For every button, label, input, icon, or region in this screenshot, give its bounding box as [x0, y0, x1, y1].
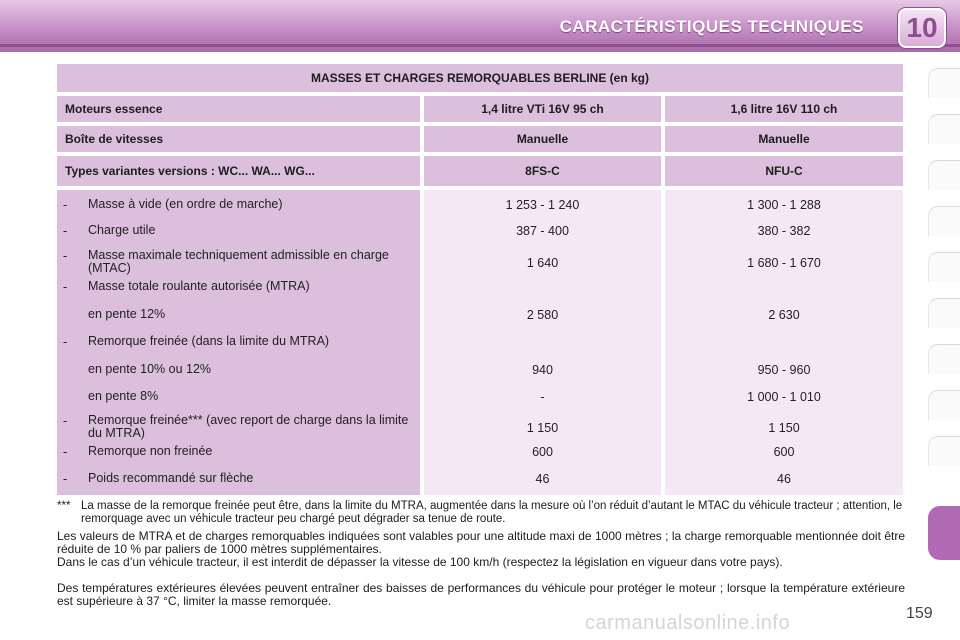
watermark: carmanualsonline.info [585, 612, 791, 634]
row-label-text: Masse totale roulante autorisée (MTRA) [88, 279, 310, 293]
row-label [57, 361, 420, 388]
row-value: 1 000 - 1 010 [747, 390, 821, 404]
gearbox-2: Manuelle [665, 126, 903, 152]
row-label [57, 278, 420, 306]
chapter-tab[interactable] [928, 206, 960, 236]
engine-label: Moteurs essence [57, 96, 420, 122]
row-label-text: en pente 10% ou 12% [88, 362, 212, 376]
row-label [57, 196, 420, 222]
masses-table [57, 64, 903, 495]
row-label [57, 388, 420, 413]
chapter-tab[interactable] [928, 390, 960, 420]
row-label-text: Masse maximale techniquement admissible en charge (MTAC) [88, 248, 389, 275]
row-label-text: Remorque freinée*** (avec report de charge dans la limite du MTRA) [88, 413, 409, 440]
row-label-text: Remorque non freinée [88, 444, 213, 458]
type-2: NFU-C [665, 156, 903, 186]
row-value: 46 [535, 472, 550, 486]
type-1: 8FS-C [424, 156, 661, 186]
row-bullet: - [63, 280, 68, 294]
row-label-text: Poids recommandé sur flèche [88, 471, 254, 485]
engine-1: 1,4 litre VTi 16V 95 ch [424, 96, 661, 122]
page-title: CARACTÉRISTIQUES TECHNIQUES [559, 17, 864, 36]
row-value: 1 300 - 1 288 [747, 198, 821, 212]
row-label-text: en pente 12% [88, 307, 166, 321]
page-number: 159 [906, 605, 933, 622]
row-value: 600 [773, 445, 795, 459]
row-label [57, 306, 420, 333]
row-value [424, 333, 661, 361]
row-bullet: - [63, 335, 68, 349]
types-label: Types variantes versions : WC... WA... WG... [57, 156, 420, 186]
row-value [665, 333, 903, 361]
engine-2: 1,6 litre 16V 110 ch [665, 96, 903, 122]
row-value: 1 150 [768, 421, 800, 435]
row-value: 46 [777, 472, 791, 486]
row-value [424, 278, 661, 306]
row-label [57, 443, 420, 470]
label-column [57, 190, 420, 495]
paragraph: Dans le cas d’un véhicule tracteur, il est interdit de dépasser la vitesse de 100 km/h (respectez la législation en vigueur dans votre pays). [57, 555, 783, 569]
chapter-tab[interactable] [928, 160, 960, 190]
footnote-marker: *** [57, 500, 71, 512]
row-bullet: - [63, 472, 68, 486]
row-value [665, 278, 903, 306]
gearbox-1: Manuelle [424, 126, 661, 152]
chapter-tab[interactable] [928, 298, 960, 328]
chapter-tab[interactable] [928, 114, 960, 144]
row-value: - [540, 390, 545, 404]
row-label-text: en pente 8% [88, 389, 159, 403]
row-value: 1 640 [526, 256, 559, 270]
row-value: 1 680 - 1 670 [747, 256, 821, 270]
row-value: 387 - 400 [516, 224, 569, 238]
gearbox-label: Boîte de vitesses [57, 126, 420, 152]
engine-row [57, 96, 903, 122]
row-label [57, 222, 420, 248]
row-bullet: - [63, 224, 68, 238]
value-column-2 [665, 190, 903, 495]
table-title: MASSES ET CHARGES REMORQUABLES BERLINE (en kg) [57, 64, 903, 92]
footnote-text: La masse de la remorque freinée peut être, dans la limite du MTRA, augmentée dans la mesure où l’on réduit d’autant le MTAC du véhicule tracteur ; attention, le remorquage avec un véhicule tracteur peu chargé peut dégrader sa tenue de route. [81, 500, 903, 525]
chapter-tab[interactable] [928, 436, 960, 466]
row-label-text: Masse à vide (en ordre de marche) [88, 197, 283, 211]
value-column-1 [424, 190, 661, 495]
row-value: 2 630 [768, 308, 800, 322]
row-bullet: - [63, 414, 68, 428]
row-bullet: - [63, 249, 68, 263]
row-label-text: Charge utile [88, 223, 156, 237]
row-value: 380 - 382 [757, 224, 811, 238]
row-value: 950 - 960 [757, 363, 811, 377]
chapter-badge: 10 [898, 8, 946, 48]
row-label [57, 413, 420, 443]
chapter-tab[interactable] [928, 344, 960, 374]
types-row [57, 156, 903, 186]
gearbox-row [57, 126, 903, 152]
paragraph: Des températures extérieures élevées peuvent entraîner des baisses de performances du véhicule pour protéger le moteur ; lorsque la température extérieure est supérieure à 37 °C, limiter la masse remorquée. [57, 581, 905, 608]
row-label-text: Remorque freinée (dans la limite du MTRA) [88, 334, 330, 348]
row-label [57, 470, 420, 496]
row-label [57, 248, 420, 278]
chapter-tab[interactable] [928, 252, 960, 282]
paragraph: Les valeurs de MTRA et de charges remorquables indiquées sont valables pour une altitude maxi de 1000 mètres ; la charge remorquable mentionnée doit être réduite de 10 % par paliers de 1000 mètres supplémentaires. [57, 529, 905, 556]
row-value: 940 [532, 363, 553, 377]
header-rule [0, 44, 960, 47]
row-value: 2 580 [526, 308, 559, 322]
row-value: 1 150 [526, 421, 559, 435]
chapter-tab-active[interactable] [928, 506, 960, 560]
row-bullet: - [63, 198, 68, 212]
row-value: 600 [532, 445, 553, 459]
row-bullet: - [63, 445, 68, 459]
row-value: 1 253 - 1 240 [505, 198, 580, 212]
row-label [57, 333, 420, 361]
chapter-tab[interactable] [928, 68, 960, 98]
footnote [57, 500, 905, 526]
table-body [57, 190, 903, 495]
